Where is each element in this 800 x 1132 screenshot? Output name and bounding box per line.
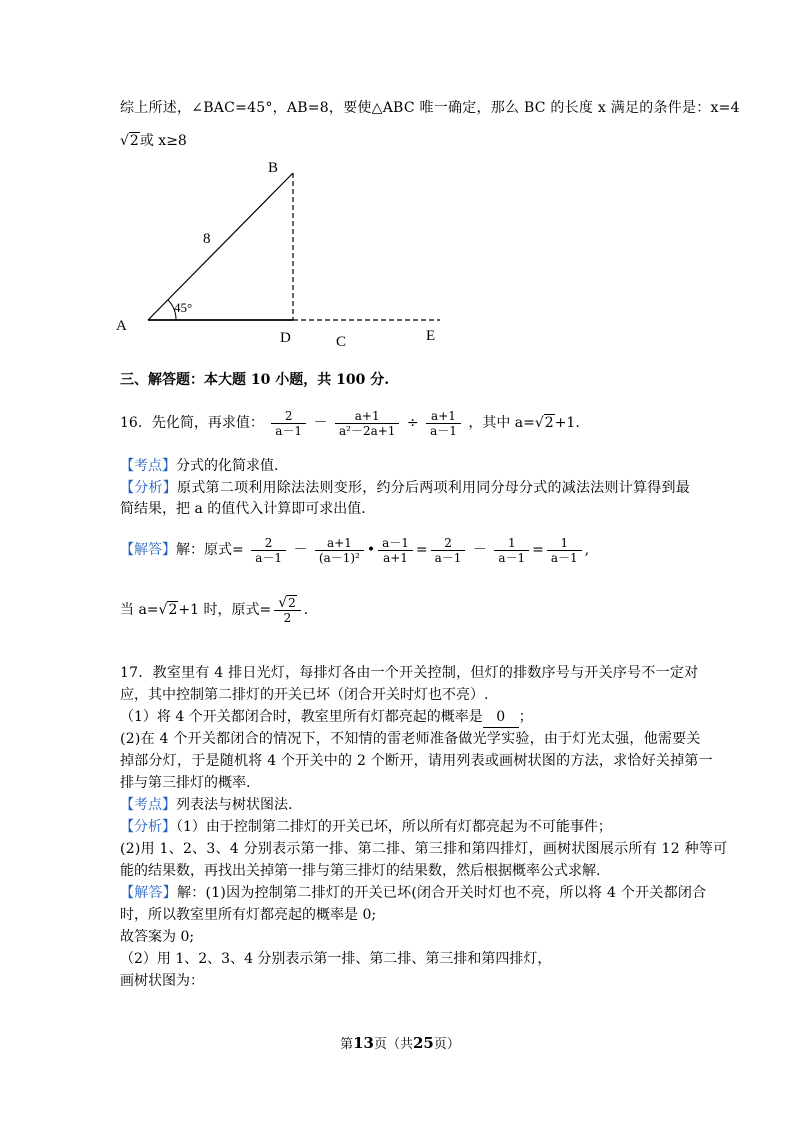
- q16-stem: [120, 404, 580, 442]
- q17-fenxi: [120, 817, 612, 837]
- page-total: 25: [413, 1034, 434, 1052]
- kaodian-text: 列表法与树状图法.: [176, 797, 293, 813]
- q17-jieda: [120, 883, 706, 903]
- q16-fenxi: [120, 478, 690, 498]
- fenxi-tag: 【分析】: [120, 819, 176, 835]
- q17-part-2-line-3: 排与第三排灯的概率.: [120, 775, 251, 791]
- q17-stem-1: 17．教室里有 4 排日光灯，每排灯各由一个开关控制，但灯的排数序号与开关序号不一定对: [120, 665, 699, 681]
- fraction: $\frac{2}{a-1}$: [431, 536, 466, 565]
- q16-prefix: 16．先化简，再求值：: [120, 415, 264, 431]
- fraction: $\frac{a+1}{a-1}$: [426, 409, 461, 438]
- label-b: B: [268, 160, 279, 176]
- q17-jieda-5: 画树状图为：: [120, 973, 204, 989]
- divide-sign: ÷: [406, 415, 419, 431]
- plus-one: +1: [554, 415, 576, 431]
- label-angle: 45°: [174, 300, 193, 315]
- q16-evaluate: [120, 590, 308, 630]
- fraction: $\frac{2}{a-1}$: [251, 536, 286, 565]
- minus-sign: －: [472, 542, 487, 558]
- triangle-figure: [110, 150, 460, 360]
- fraction: $\frac{√2}{2}$: [274, 596, 301, 625]
- dot-sign: •: [366, 542, 376, 558]
- kaodian-tag: 【考点】: [120, 458, 176, 474]
- minus-sign: －: [313, 415, 328, 431]
- q16-kaodian: [120, 456, 278, 476]
- when-mid: +1 时，原式=: [178, 602, 272, 618]
- period: .: [303, 602, 309, 618]
- jieda-tag: 【解答】: [120, 542, 176, 558]
- page-footer: [0, 1033, 800, 1052]
- label-c: C: [336, 334, 347, 350]
- q16-fenxi-2: 简结果，把 a 的值代入计算即可求出值.: [120, 501, 366, 517]
- q17-part-2-line-1: (2)在 4 个开关都闭合的情况下，不知情的雷老师准备做光学实验，由于灯光太强，他需要关: [120, 731, 701, 747]
- jieda-text: 解：(1)因为控制第二排灯的开关已坏(闭合开关时灯也不亮，所以将 4 个开关都闭合: [177, 885, 707, 901]
- q16-where: ，其中 a=: [468, 415, 535, 431]
- fraction: $\frac{a-1}{a+1}$: [378, 536, 413, 565]
- q17-jieda-4: （2）用 1、2、3、4 分别表示第一排、第二排、第三排和第四排灯，: [120, 951, 552, 967]
- fraction: $\frac{2}{a-1}$: [271, 409, 306, 438]
- fraction: $\frac{a+1}{\text{a²－2a+1}}$: [335, 409, 399, 438]
- page-number: 13: [353, 1034, 374, 1052]
- q17-jieda-3: 故答案为 0;: [120, 929, 195, 945]
- kaodian-text: 分式的化简求值.: [176, 458, 279, 474]
- equals-sign: =: [415, 542, 428, 558]
- q17-fenxi-3: 能的结果数，再找出关掉第一排与第三排灯的结果数，然后根据概率公式求解.: [120, 863, 601, 879]
- q17-part-1: [120, 707, 533, 728]
- label-a: A: [116, 318, 127, 334]
- jieda-prefix: 解：原式=: [176, 542, 244, 558]
- footer-mid: 页（共: [373, 1037, 413, 1052]
- footer-post: 页）: [433, 1037, 460, 1052]
- q17-fenxi-2: (2)用 1、2、3、4 分别表示第一排、第二排、第三排和第四排灯，画树状图展示所有 12 种等可: [120, 841, 728, 857]
- q17-stem-2: 应，其中控制第二排灯的开关已坏（闭合开关时灯也不亮）.: [120, 687, 489, 703]
- fraction: $\frac{a+1}{\text{(a－1)²}}$: [315, 536, 364, 565]
- fraction: $\frac{1}{a-1}$: [494, 536, 529, 565]
- intro-condition: 或 x≥8: [139, 133, 187, 149]
- label-ab-length: 8: [203, 231, 211, 247]
- semicolon: ；: [518, 709, 533, 725]
- q16-solution: [120, 530, 589, 570]
- label-e: E: [426, 328, 436, 344]
- intro-line-2: [120, 131, 187, 151]
- sqrt-expression: √2: [120, 133, 139, 149]
- part1-prefix: （1）将 4 个开关都闭合时，教室里所有灯都亮起的概率是: [120, 709, 483, 725]
- footer-pre: 第: [340, 1037, 354, 1052]
- jieda-tag: 【解答】: [120, 885, 177, 901]
- when-prefix: 当 a=: [120, 602, 159, 618]
- sqrt-expression: √2: [534, 415, 554, 431]
- q17-kaodian: [120, 795, 292, 815]
- segment-ab: [148, 173, 293, 320]
- fenxi-text: 原式第二项利用除法法则变形，约分后两项利用同分母分式的减法法则计算得到最: [177, 480, 690, 496]
- minus-sign: －: [293, 542, 308, 558]
- q17-jieda-2: 时，所以教室里所有灯都亮起的概率是 0;: [120, 907, 377, 923]
- sqrt-expression: √2: [158, 602, 178, 618]
- fenxi-text: （1）由于控制第二排灯的开关已坏，所以所有灯都亮起为不可能事件；: [176, 819, 612, 835]
- fraction: $\frac{1}{a-1}$: [547, 536, 582, 565]
- answer-blank: 0: [483, 707, 519, 728]
- kaodian-tag: 【考点】: [120, 797, 176, 813]
- equals-sign: =: [532, 542, 544, 558]
- comma: ,: [584, 542, 590, 558]
- section-heading: 三、解答题：本大题 10 小题，共 100 分.: [120, 372, 390, 388]
- intro-line-1: 综上所述，∠BAC=45°，AB=8，要使△ABC 唯一确定，那么 BC 的长度 x 满足的条件是：x=4: [120, 100, 740, 116]
- fenxi-tag: 【分析】: [120, 480, 177, 496]
- q17-part-2-line-2: 掉部分灯，于是随机将 4 个开关中的 2 个断开，请用列表或画树状图的方法，求恰好关掉第一: [120, 753, 713, 769]
- period: .: [575, 415, 580, 431]
- label-d: D: [280, 330, 291, 346]
